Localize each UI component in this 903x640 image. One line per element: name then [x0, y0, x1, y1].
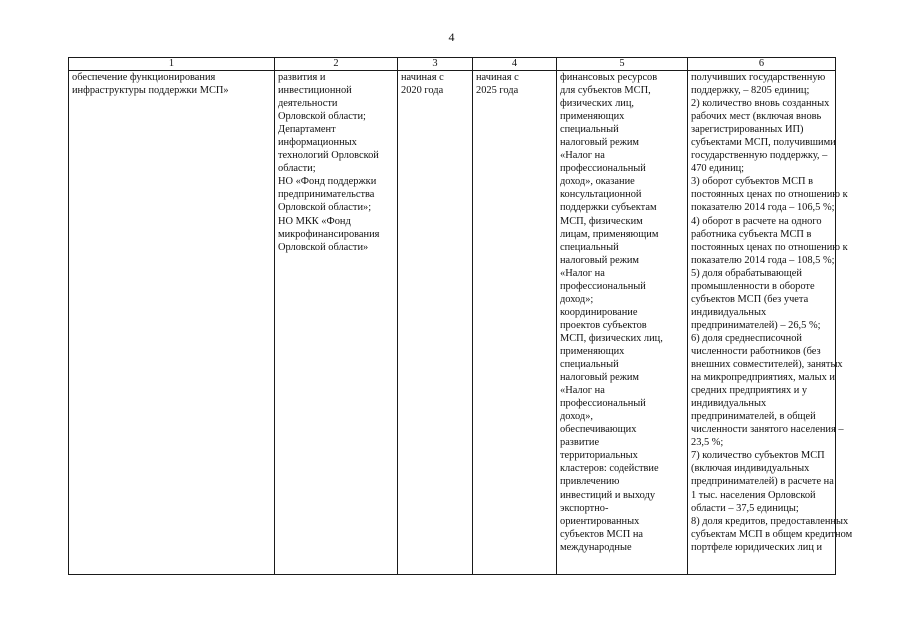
cell-text-line: 2020 года: [401, 85, 444, 97]
cell-text-line: поддержку, – 8205 единиц;: [691, 85, 810, 97]
cell-text-line: субъектами МСП, получившими: [691, 137, 836, 149]
cell-text-line: 7) количество субъектов МСП: [691, 450, 825, 462]
cell-text-line: ориентированных: [560, 515, 640, 527]
cell-text-line: специальный: [560, 241, 619, 253]
cell-text-line: предпринимательства: [278, 189, 375, 201]
cell-measure-name: [69, 71, 275, 575]
cell-text-line: применяющих: [560, 111, 625, 123]
cell-text-line: численности работников (без: [691, 345, 821, 357]
cell-text-line: налоговый режим: [560, 137, 640, 149]
cell-measure-content: [557, 71, 688, 575]
cell-text-line: 23,5 %;: [691, 437, 724, 449]
cell-text-line: Департамент: [278, 124, 336, 136]
cell-target-indicators: [688, 71, 853, 575]
cell-responsible-executors: [275, 71, 398, 575]
cell-text-line: физических лиц,: [560, 98, 634, 110]
page-number: 4: [448, 30, 455, 44]
cell-text-line: лицам, применяющим: [560, 228, 659, 240]
cell-text-line: профессиональный: [560, 280, 646, 292]
cell-text-line: специальный: [560, 124, 619, 136]
cell-text-line: МСП, физических лиц,: [560, 332, 663, 344]
cell-text-line: проектов субъектов: [560, 319, 647, 331]
cell-text-line: кластеров: содействие: [560, 463, 659, 475]
cell-text-line: предпринимателей, в общей: [691, 411, 816, 423]
cell-text-line: 6) доля среднесписочной: [691, 332, 802, 344]
cell-text-line: доход»,: [560, 411, 593, 423]
table-row: [69, 71, 836, 575]
cell-text-line: профессиональный: [560, 398, 646, 410]
cell-text-line: начиная с: [401, 72, 444, 83]
cell-text-line: численности занятого населения –: [691, 424, 844, 436]
cell-text-line: получивших государственную: [691, 72, 826, 83]
measures-table: [68, 57, 853, 575]
cell-text-line: обеспечивающих: [560, 424, 637, 436]
cell-text-line: налоговый режим: [560, 254, 640, 266]
cell-text-line: для субъектов МСП,: [560, 85, 651, 97]
cell-text-line: развития и: [278, 72, 326, 83]
cell-text-line: налоговый режим: [560, 372, 640, 384]
cell-text-line: индивидуальных: [691, 306, 767, 318]
column-header-5: 5: [557, 58, 688, 71]
cell-text-line: государственную поддержку, –: [691, 150, 828, 162]
cell-text-line: деятельности: [278, 98, 338, 110]
cell-text-line: рабочих мест (включая вновь: [691, 111, 822, 123]
cell-text-line: привлечению: [560, 476, 620, 488]
cell-text-line: постоянных ценах по отношению к: [691, 241, 848, 253]
cell-start-date: [398, 71, 473, 575]
cell-text-line: технологий Орловской: [278, 150, 379, 162]
cell-text-line: 5) доля обрабатывающей: [691, 267, 802, 279]
cell-text-line: «Налог на: [560, 150, 605, 162]
cell-text-line: зарегистрированных ИП): [691, 124, 804, 136]
cell-text-line: области – 37,5 единицы;: [691, 502, 799, 514]
cell-text-line: субъектов МСП на: [560, 528, 644, 540]
cell-text-line: развитие: [560, 437, 600, 449]
cell-text-line: Орловской области»: [278, 241, 369, 253]
cell-text-line: международные: [560, 541, 632, 553]
cell-text-line: координирование: [560, 306, 638, 318]
cell-text-line: специальный: [560, 359, 619, 371]
cell-text-line: инфраструктуры поддержки МСП»: [72, 85, 229, 97]
column-header-3: 3: [398, 58, 473, 71]
cell-text-line: профессиональный: [560, 163, 646, 175]
cell-text-line: микрофинансирования: [278, 228, 380, 240]
column-header-1: 1: [69, 58, 275, 71]
cell-text-line: консультационной: [560, 189, 642, 201]
cell-text-line: 2025 года: [476, 85, 519, 97]
cell-text-line: внешних совместителей), занятых: [691, 359, 843, 371]
cell-text-line: 1 тыс. населения Орловской: [691, 489, 816, 501]
cell-text-line: (включая индивидуальных: [691, 463, 810, 475]
cell-text-line: начиная с: [476, 72, 519, 83]
cell-text-line: предпринимателей) – 26,5 %;: [691, 319, 821, 331]
cell-text-line: поддержки субъектам: [560, 202, 657, 214]
cell-text-line: «Налог на: [560, 385, 605, 397]
cell-text-line: субъектам МСП в общем кредитном: [691, 528, 853, 540]
column-header-6: 6: [688, 58, 836, 71]
cell-text-line: территориальных: [560, 450, 638, 462]
cell-text-line: НО «Фонд поддержки: [278, 176, 377, 188]
cell-text-line: 2) количество вновь созданных: [691, 98, 830, 110]
cell-text-line: НО МКК «Фонд: [278, 215, 351, 227]
cell-text-line: Орловской области;: [278, 111, 366, 123]
cell-text-line: МСП, физическим: [560, 215, 643, 227]
cell-text-line: постоянных ценах по отношению к: [691, 189, 848, 201]
cell-text-line: экспортно-: [560, 502, 609, 514]
cell-text-line: инвестиционной: [278, 85, 352, 97]
column-header-2: 2: [275, 58, 398, 71]
cell-text-line: промышленности в обороте: [691, 280, 815, 292]
cell-text-line: доход»;: [560, 293, 594, 305]
cell-text-line: 4) оборот в расчете на одного: [691, 215, 822, 227]
cell-text-line: «Налог на: [560, 267, 605, 279]
cell-text-line: средних предприятиях и у: [691, 385, 808, 397]
cell-text-line: обеспечение функционирования: [72, 72, 216, 83]
cell-text-line: области;: [278, 163, 316, 175]
cell-text-line: индивидуальных: [691, 398, 767, 410]
cell-text-line: финансовых ресурсов: [560, 72, 658, 83]
cell-text-line: доход», оказание: [560, 176, 635, 188]
cell-text-line: показателю 2014 года – 106,5 %;: [691, 202, 835, 214]
cell-text-line: субъектов МСП (без учета: [691, 293, 809, 305]
cell-text-line: портфеле юридических лиц и: [691, 541, 823, 553]
cell-text-line: 470 единиц;: [691, 163, 745, 175]
table-header-row: [69, 58, 836, 71]
cell-text-line: на микропредприятиях, малых и: [691, 372, 835, 384]
column-header-4: 4: [473, 58, 557, 71]
cell-text-line: предпринимателей) в расчете на: [691, 476, 834, 488]
cell-text-line: информационных: [278, 137, 357, 149]
cell-text-line: 8) доля кредитов, предоставленных: [691, 515, 849, 527]
cell-end-date: [473, 71, 557, 575]
cell-text-line: работника субъекта МСП в: [691, 228, 812, 240]
cell-text-line: применяющих: [560, 345, 625, 357]
cell-text-line: 3) оборот субъектов МСП в: [691, 176, 814, 188]
cell-text-line: инвестиций и выходу: [560, 489, 656, 501]
cell-text-line: Орловской области»;: [278, 202, 372, 214]
cell-text-line: показателю 2014 года – 108,5 %;: [691, 254, 835, 266]
